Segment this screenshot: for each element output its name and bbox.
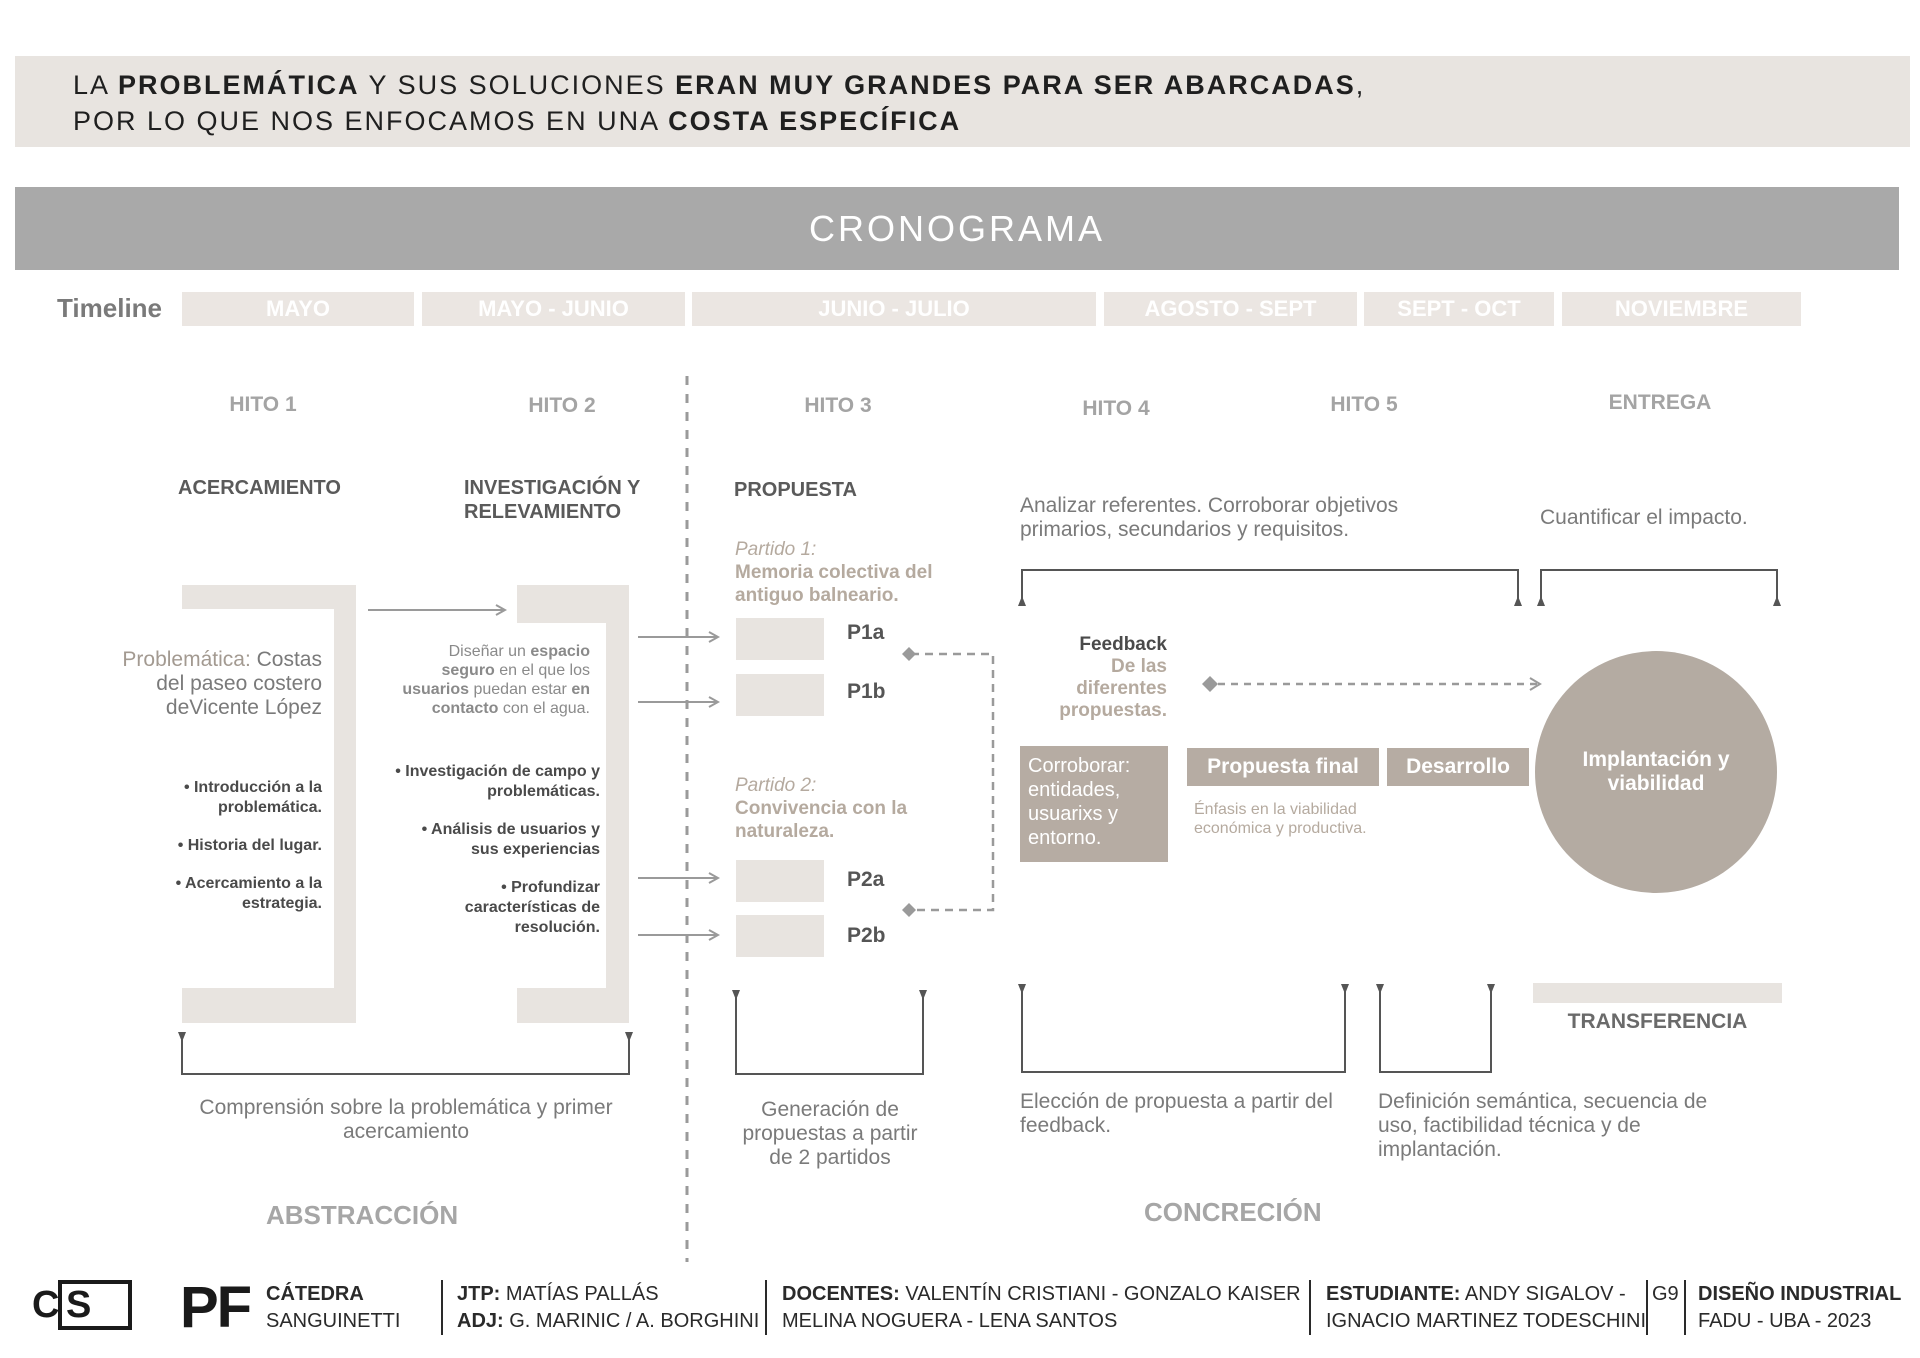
- diamond-p2: [902, 903, 916, 917]
- summary-1: Comprensión sobre la problemática y primer acercamiento: [199, 1096, 613, 1143]
- footer-divider: [441, 1280, 443, 1335]
- hito2-lead-part: con el agua.: [498, 700, 590, 717]
- timeline-period: MAYO: [182, 292, 414, 326]
- timeline-period: SEPT - OCT: [1364, 292, 1554, 326]
- partido-text: Memoria colectiva del antiguo balneario.: [735, 562, 933, 606]
- proposal-label: P1b: [847, 680, 886, 703]
- propuesta-final-tag: Propuesta final: [1187, 748, 1379, 786]
- banner-text-bold: ERAN MUY GRANDES PARA SER ABARCADAS: [675, 70, 1356, 100]
- partido-label: Partido 1:: [735, 539, 817, 560]
- hito2-lead-part: en el que los: [494, 662, 590, 679]
- hito2-lead-bold: en contacto: [431, 681, 590, 717]
- timeline-period: MAYO - JUNIO: [422, 292, 685, 326]
- corroborar-box: [1020, 746, 1168, 862]
- corroborar-text: Corroborar: entidades, usuarixs y entorno.: [1028, 755, 1131, 849]
- transferencia-label: TRANSFERENCIA: [1567, 1010, 1748, 1033]
- footer-value: SANGUINETTI: [266, 1310, 401, 1332]
- cs-logo-c: C: [32, 1284, 60, 1326]
- section-abstraccion: ABSTRACCIÓN: [266, 1200, 459, 1230]
- footer-label: ADJ:: [457, 1310, 504, 1332]
- hito2-title: INVESTIGACIÓN Y RELEVAMIENTO: [464, 477, 640, 523]
- hito2-band-bottom: [517, 988, 629, 1023]
- entrega-circle-label: Implantación y viabilidad: [1582, 748, 1730, 795]
- hito2-lead-bold: usuarios: [402, 681, 470, 698]
- footer-jtp: [457, 1281, 759, 1335]
- hito2-lead-part: puedan estar: [469, 681, 572, 698]
- summary-3: Elección de propuesta a partir del feedback.: [1020, 1090, 1333, 1137]
- summary-2: Generación de propuestas a partir de 2 partidos: [742, 1098, 918, 1169]
- list-item: • Historia del lugar.: [177, 837, 322, 854]
- footer-label: DISEÑO INDUSTRIAL: [1698, 1283, 1902, 1305]
- footer-divider: [1309, 1280, 1311, 1335]
- pf-logo: PF: [180, 1275, 251, 1340]
- hito1-title: ACERCAMIENTO: [178, 477, 341, 499]
- timeline-period: JUNIO - JULIO: [692, 292, 1096, 326]
- bullet-text: Investigación de campo y problemáticas.: [405, 763, 600, 800]
- footer-divider: [1684, 1280, 1686, 1335]
- cs-logo: [32, 1280, 132, 1330]
- banner-text: POR LO QUE NOS ENFOCAMOS EN UNA: [73, 106, 669, 136]
- footer-divider: [765, 1280, 767, 1335]
- hito1-band-bottom: [182, 988, 356, 1023]
- list-item: • Acercamiento a la estrategia.: [175, 875, 322, 912]
- hito45-header: Analizar referentes. Corroborar objetivos primarios, secundarios y requisitos.: [1020, 494, 1399, 541]
- bracket-summary-4: [1380, 986, 1491, 1072]
- hito-label: ENTREGA: [1608, 391, 1712, 414]
- proposal-label: P2b: [847, 924, 886, 947]
- proposal-box-p1b: [736, 674, 824, 716]
- partido-2: [735, 774, 935, 843]
- list-item: • Introducción a la problemática.: [183, 779, 322, 816]
- hito1-lead-rest: Costas del paseo costero deVicente López: [156, 648, 322, 719]
- banner-text: ,: [1355, 70, 1366, 100]
- footer-label: JTP:: [457, 1283, 501, 1305]
- banner-text-bold: COSTA ESPECÍFICA: [668, 106, 962, 136]
- hito1-band-top: [182, 585, 356, 609]
- footer-carrera: [1698, 1281, 1901, 1335]
- hito2-bullets: [390, 762, 600, 956]
- footer-value: MATÍAS PALLÁS: [505, 1283, 659, 1305]
- footer-estudiante: [1326, 1281, 1646, 1335]
- list-item: • Investigación de campo y problemáticas.: [395, 763, 600, 800]
- proposal-label: P1a: [847, 621, 885, 644]
- footer-value: ANDY SIGALOV -: [1464, 1283, 1626, 1305]
- footer-label: CÁTEDRA: [266, 1283, 364, 1305]
- cs-logo-s: S: [66, 1284, 92, 1326]
- footer-value: VALENTÍN CRISTIANI - GONZALO KAISER: [905, 1283, 1301, 1305]
- hito1-band-right: [334, 585, 356, 1023]
- banner-text: LA: [73, 70, 119, 100]
- hito-label: HITO 1: [229, 393, 297, 416]
- hito3-title: PROPUESTA: [734, 479, 857, 501]
- hito2-lead-part: Diseñar un: [448, 643, 531, 660]
- list-item: • Análisis de usuarios y sus experiencias: [421, 821, 600, 858]
- page-title: CRONOGRAMA: [15, 187, 1899, 270]
- proposal-box-p2b: [736, 915, 824, 957]
- bracket-summary-2: [736, 992, 923, 1074]
- hito1-lead-highlight: Problemática:: [122, 648, 251, 671]
- bracket-hito45-top: [1022, 570, 1518, 604]
- bullet-text: Profundizar características de resolución.: [464, 879, 600, 936]
- footer-divider: [1646, 1280, 1648, 1335]
- footer-value: MELINA NOGUERA - LENA SANTOS: [782, 1310, 1118, 1332]
- bracket-summary-3: [1022, 986, 1345, 1072]
- timeline-label: Timeline: [57, 293, 163, 323]
- hito2-band-right: [606, 585, 629, 1023]
- footer-label: ESTUDIANTE:: [1326, 1283, 1461, 1305]
- hito1-bullets: [130, 778, 322, 932]
- banner-text: Y SUS SOLUCIONES: [359, 70, 676, 100]
- enfasis-text: Énfasis en la viabilidad económica y productiva.: [1194, 801, 1367, 837]
- bullet-text: Introducción a la problemática.: [193, 779, 322, 816]
- hito2-lead: [400, 642, 590, 718]
- hito-label: HITO 2: [528, 394, 596, 417]
- desarrollo-tag: Desarrollo: [1387, 748, 1529, 786]
- proposal-label: P2a: [847, 868, 885, 891]
- diamond-p1: [902, 647, 916, 661]
- proposal-box-p1a: [736, 618, 824, 660]
- feedback-title: Feedback: [1079, 634, 1167, 655]
- section-concrecion: CONCRECIÓN: [1144, 1197, 1322, 1227]
- feedback-block: [1030, 634, 1167, 722]
- list-item: • Profundizar características de resolución.: [464, 879, 600, 936]
- hito-label: HITO 5: [1330, 393, 1398, 416]
- bullet-text: Acercamiento a la estrategia.: [185, 875, 322, 912]
- timeline-period: NOVIEMBRE: [1562, 292, 1801, 326]
- footer-group: G9: [1652, 1283, 1679, 1305]
- hito-label: HITO 3: [804, 394, 872, 417]
- hito-label: HITO 4: [1082, 397, 1150, 420]
- partido-label: Partido 2:: [735, 775, 817, 796]
- footer-value: G. MARINIC / A. BORGHINI: [509, 1310, 760, 1332]
- hito2-lead-bold: espacio seguro: [441, 643, 590, 679]
- footer-catedra: [266, 1281, 400, 1335]
- footer-value: IGNACIO MARTINEZ TODESCHINI: [1326, 1310, 1647, 1332]
- transferencia-band: [1533, 983, 1782, 1003]
- partido-text: Convivencia con la naturaleza.: [735, 798, 908, 842]
- banner-text-bold: PROBLEMÁTICA: [118, 70, 360, 100]
- entrega-header: Cuantificar el impacto.: [1540, 506, 1748, 529]
- proposal-box-p2a: [736, 860, 824, 902]
- summary-4: Definición semántica, secuencia de uso, factibilidad técnica y de implantación.: [1378, 1090, 1708, 1161]
- bullet-text: Análisis de usuarios y sus experiencias: [431, 821, 600, 858]
- feedback-text: De las diferentes propuestas.: [1059, 656, 1167, 721]
- feedback-diamond: [1202, 676, 1218, 692]
- bullet-text: Historia del lugar.: [187, 837, 322, 854]
- hito1-lead: [90, 648, 322, 720]
- footer-value: FADU - UBA - 2023: [1698, 1310, 1872, 1332]
- bracket-summary-1: [182, 1034, 629, 1074]
- partido-1: [735, 538, 965, 607]
- footer-docentes: [782, 1281, 1301, 1335]
- bracket-entrega-top: [1541, 570, 1777, 604]
- timeline-period: AGOSTO - SEPT: [1104, 292, 1357, 326]
- footer-label: DOCENTES:: [782, 1283, 900, 1305]
